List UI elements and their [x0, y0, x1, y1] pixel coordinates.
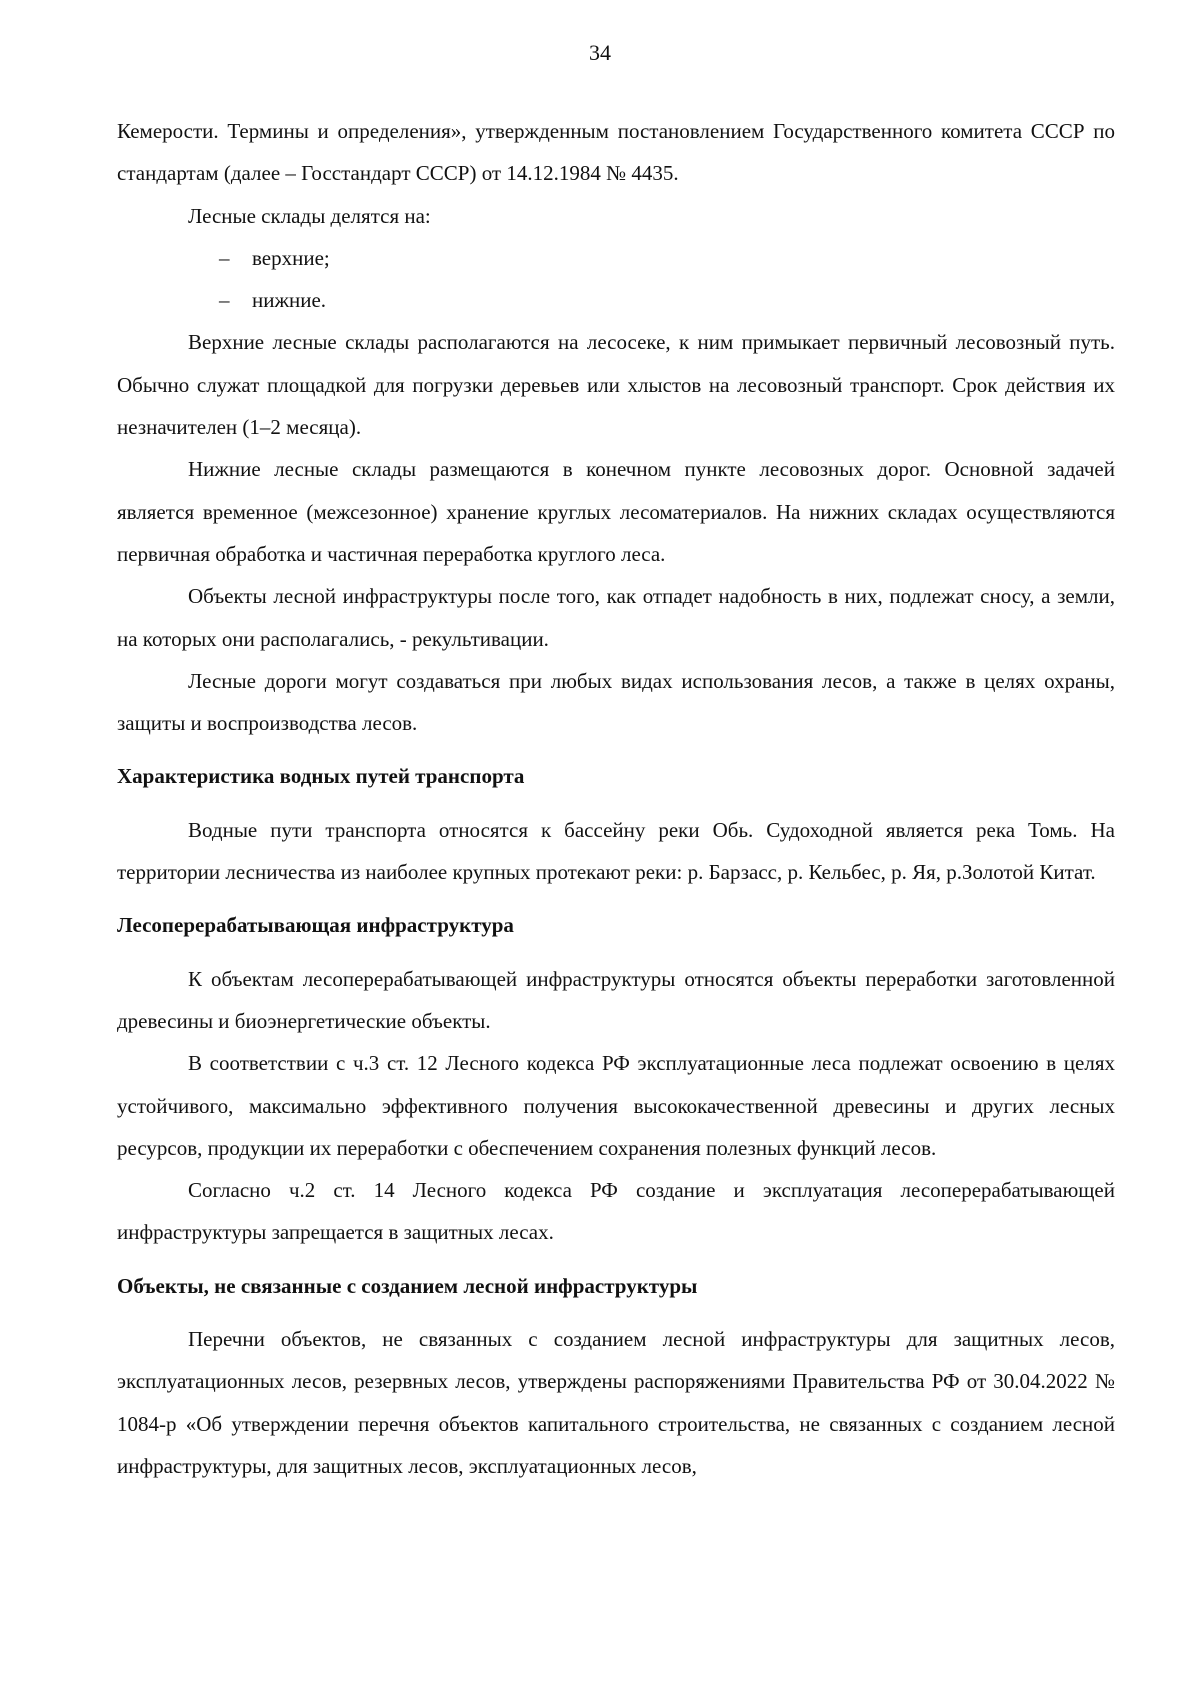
warehouse-types-list — [117, 237, 1115, 322]
paragraph-forest-code-art12: В соответствии с ч.3 ст. 12 Лесного кодекса РФ эксплуатационные леса подлежат освоению в целях устойчивого, максимально эффективного получения высококачественной древесины и других лесных ресурсов, продукции их переработки с обеспечением сохранения полезных функций лесов. — [117, 1051, 1115, 1160]
paragraph-wood-processing-objects: К объектам лесоперерабатывающей инфраструктуры относятся объекты переработки заготовленной древесины и биоэнергетические объекты. — [117, 966, 1115, 1033]
paragraph-forest-code-art14: Согласно ч.2 ст. 14 Лесного кодекса РФ создание и эксплуатация лесоперерабатывающей инфраструктуры запрещается в защитных лесах. — [117, 1178, 1115, 1245]
section-heading-wood-processing: Лесоперерабатывающая инфраструктура — [117, 913, 514, 938]
list-item-text: нижние. — [252, 288, 327, 313]
dash-bullet: – — [219, 245, 230, 270]
dash-bullet: – — [219, 288, 230, 313]
paragraph-continuation: Кемерости. Термины и определения», утвержденным постановлением Государственного комитета СССР по стандартам (далее – Госстандарт СССР) от 14.12.1984 № 4435. — [117, 119, 1115, 186]
paragraph-warehouse-types: Лесные склады делятся на: — [188, 203, 431, 228]
paragraph-lower-warehouses: Нижние лесные склады размещаются в конечном пункте лесовозных дорог. Основной задачей является временное (межсезонное) хранение круглых лесоматериалов. На нижних складах осуществляются первичная обработка и частичная переработка круглого леса. — [117, 457, 1115, 566]
document-body — [117, 110, 1115, 1487]
paragraph-waterways: Водные пути транспорта относятся к бассейну реки Обь. Судоходной является река Томь. На территории лесничества из наиболее крупных протекают реки: р. Барзасс, р. Кельбес, р. Яя, р.Золотой Китат. — [117, 817, 1115, 885]
list-item — [117, 279, 1115, 321]
list-item-text: верхние; — [252, 245, 330, 270]
list-item — [117, 237, 1115, 279]
paragraph-forest-roads: Лесные дороги могут создаваться при любых видах использования лесов, а также в целях охраны, защиты и воспроизводства лесов. — [117, 668, 1115, 736]
paragraph-government-orders: Перечни объектов, не связанных с созданием лесной инфраструктуры для защитных лесов, эксплуатационных лесов, резервных лесов, утверждены распоряжениями Правительства РФ от 30.04.2022 № 1084-р «Об утверждении перечня объектов капитального строительства, не связанных с созданием лесной инфраструктуры, для защитных лесов, эксплуатационных лесов, — [117, 1327, 1115, 1478]
section-heading-waterways: Характеристика водных путей транспорта — [117, 764, 525, 789]
section-heading-non-infrastructure-objects: Объекты, не связанные с созданием лесной инфраструктуры — [117, 1273, 698, 1298]
page-number: 34 — [589, 40, 611, 65]
paragraph-infrastructure-removal: Объекты лесной инфраструктуры после того, как отпадет надобность в них, подлежат сносу, а земли, на которых они располагались, - рекультивации. — [117, 584, 1115, 651]
paragraph-upper-warehouses: Верхние лесные склады располагаются на лесосеке, к ним примыкает первичный лесовозный путь. Обычно служат площадкой для погрузки деревьев или хлыстов на лесовозный транспорт. Срок действия их незначителен (1–2 месяца). — [117, 330, 1115, 440]
